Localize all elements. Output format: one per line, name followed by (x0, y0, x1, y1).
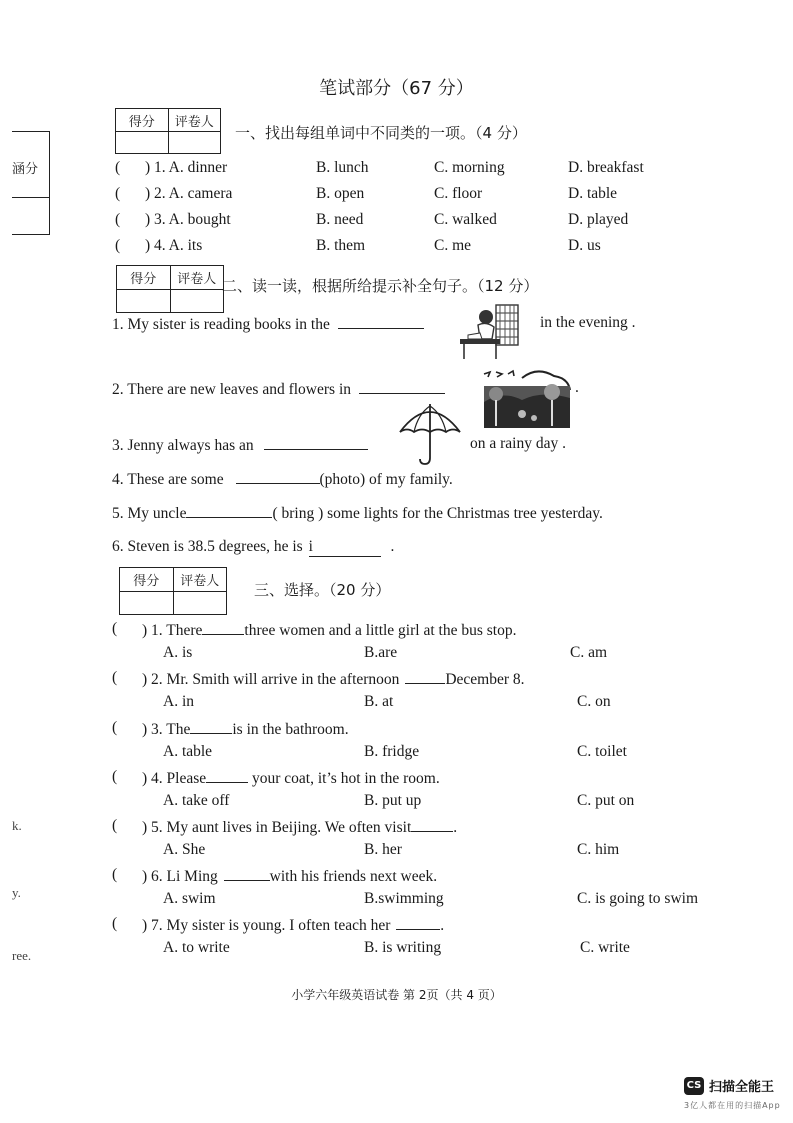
question-1 (142, 620, 516, 640)
option-b: B.are (364, 644, 398, 661)
question-3 (142, 719, 349, 739)
option-b: B. open (316, 185, 365, 202)
question-text: ) 2. Mr. Smith will arrive in the afternoon (142, 671, 400, 688)
sentence-text: 5. My uncle (112, 505, 187, 522)
option-c: C. write (580, 939, 630, 956)
score-input[interactable] (120, 592, 173, 615)
answer-blank[interactable] (309, 538, 381, 557)
sentence-2-end: . (575, 379, 579, 396)
question-text-end: with his friends next week. (269, 868, 438, 885)
sentence-text: 3. Jenny always has an (112, 437, 254, 454)
sentence-6 (112, 538, 394, 557)
page-footer: 小学六年级英语试卷 第 2页（共 4 页） (291, 988, 502, 1002)
grader-input[interactable] (170, 290, 224, 313)
sentence-text-end: ( bring ) some lights for the Christmas tree yesterday. (272, 505, 603, 522)
page-title: 笔试部分（67 分） (319, 78, 474, 99)
grader-input[interactable] (168, 132, 221, 154)
score-label: 得分 (130, 272, 157, 287)
margin-fragment: k. (12, 818, 22, 833)
option-a: A. take off (163, 792, 230, 809)
question-text: ) 5. My aunt lives in Beijing. We often visit (142, 819, 412, 836)
margin-line-top (12, 131, 50, 132)
option-c: C. walked (434, 211, 497, 228)
sentence-text-end: . (390, 538, 395, 555)
sentence-3 (112, 435, 368, 455)
option-c: C. on (577, 693, 611, 710)
question-text-end: December 8. (445, 671, 525, 688)
sentence-5 (112, 503, 603, 523)
question-text-end: . (440, 917, 445, 934)
answer-bracket[interactable]: ( (112, 620, 118, 637)
sentence-1 (112, 314, 424, 334)
option-b: B. is writing (364, 939, 442, 956)
answer-bracket[interactable]: ( (112, 669, 118, 686)
question-text: ) 4. Please (142, 770, 207, 787)
answer-blank[interactable] (186, 503, 272, 518)
sentence-text: 2. There are new leaves and flowers in (112, 381, 352, 398)
sentence-2 (112, 379, 445, 399)
scanner-watermark (684, 1076, 774, 1095)
blank-hint: i (308, 538, 313, 555)
question-text: ) 3. The (142, 721, 191, 738)
option-c: C. floor (434, 185, 483, 202)
answer-bracket[interactable]: ( (115, 185, 121, 202)
option-a: ) 3. A. bought (145, 211, 231, 228)
option-d: D. us (568, 237, 601, 254)
answer-blank[interactable] (359, 379, 445, 394)
question-4 (142, 768, 440, 788)
option-b: B. need (316, 211, 364, 228)
sentence-text-end: (photo) of my family. (319, 471, 453, 488)
grader-label: 评卷人 (173, 568, 227, 591)
spring-scene-picture (482, 368, 572, 430)
umbrella-picture (398, 400, 462, 466)
answer-blank[interactable] (224, 866, 270, 881)
score-input[interactable] (117, 290, 170, 313)
option-c: C. me (434, 237, 472, 254)
question-6 (142, 866, 437, 886)
sentence-3-end: on a rainy day . (470, 435, 566, 452)
question-7 (142, 915, 444, 935)
question-2 (142, 669, 525, 689)
answer-bracket[interactable]: ( (115, 237, 121, 254)
answer-bracket[interactable]: ( (112, 768, 118, 785)
option-b: B. put up (364, 792, 422, 809)
option-b: B. fridge (364, 743, 420, 760)
option-d: D. played (568, 211, 629, 228)
grader-input[interactable] (173, 592, 227, 615)
option-d: D. breakfast (568, 159, 644, 176)
score-box-part3 (119, 567, 227, 615)
question-5 (142, 817, 457, 837)
scanner-tagline: 3亿人都在用的扫描App (684, 1101, 781, 1110)
answer-blank[interactable] (236, 469, 320, 484)
answer-blank[interactable] (206, 768, 248, 783)
answer-blank[interactable] (396, 915, 440, 930)
answer-bracket[interactable]: ( (115, 211, 121, 228)
option-a: A. swim (163, 890, 216, 907)
margin-score-label: 涵分 (12, 162, 39, 177)
option-d: D. table (568, 185, 618, 202)
margin-line-vertical (49, 131, 50, 235)
option-a: A. She (163, 841, 206, 858)
option-b: B. her (364, 841, 402, 858)
answer-blank[interactable] (411, 817, 453, 832)
sentence-text: 4. These are some (112, 471, 224, 488)
option-a: A. to write (163, 939, 230, 956)
library-reading-picture (456, 303, 520, 361)
score-label: 得分 (133, 574, 160, 589)
margin-fragment: y. (12, 885, 21, 900)
question-text-end: . (453, 819, 458, 836)
answer-bracket[interactable]: ( (115, 159, 121, 176)
score-input[interactable] (116, 132, 168, 154)
sentence-4 (112, 469, 453, 489)
score-label: 得分 (128, 114, 155, 130)
option-c: C. morning (434, 159, 505, 176)
grader-label: 评卷人 (170, 266, 224, 289)
camscanner-logo-icon: CS (684, 1077, 704, 1095)
option-c: C. am (570, 644, 608, 661)
margin-line-bottom (12, 234, 50, 235)
margin-line-mid (12, 197, 50, 198)
option-a: ) 2. A. camera (145, 185, 233, 202)
option-a: ) 4. A. its (145, 237, 203, 254)
sentence-1-end: in the evening . (540, 314, 636, 331)
option-a: A. is (163, 644, 193, 661)
option-b: B. at (364, 693, 394, 710)
question-text-end: three women and a little girl at the bus stop. (244, 622, 517, 639)
answer-bracket[interactable]: ( (112, 915, 118, 932)
answer-bracket[interactable]: ( (112, 866, 118, 883)
sentence-text: 1. My sister is reading books in the (112, 316, 330, 333)
question-text: ) 7. My sister is young. I often teach her (142, 917, 391, 934)
option-c: C. toilet (577, 743, 627, 760)
answer-blank[interactable] (264, 435, 368, 450)
answer-blank[interactable] (202, 620, 244, 635)
part2-heading: 二、读一读，根据所给提示补全句子。（12 分） (222, 277, 539, 295)
margin-fragment: ree. (12, 948, 32, 963)
answer-blank[interactable] (405, 669, 445, 684)
part1-heading: 一、找出每组单词中不同类的一项。（4 分） (235, 124, 527, 142)
option-a: A. table (163, 743, 213, 760)
option-c: C. is going to swim (577, 890, 699, 907)
option-a: ) 1. A. dinner (145, 159, 228, 176)
question-text: ) 1. There (142, 622, 203, 639)
option-c: C. him (577, 841, 620, 858)
sentence-text: 6. Steven is 38.5 degrees, he is (112, 538, 303, 555)
score-box-part1 (115, 108, 221, 154)
answer-bracket[interactable]: ( (112, 817, 118, 834)
part3-heading: 三、选择。（20 分） (254, 581, 391, 599)
option-b: B. lunch (316, 159, 369, 176)
question-text-end: is in the bathroom. (232, 721, 349, 738)
answer-bracket[interactable]: ( (112, 719, 118, 736)
grader-label: 评卷人 (168, 109, 221, 131)
option-b: B. them (316, 237, 366, 254)
scanner-app-name: 扫描全能王 (709, 1080, 775, 1095)
option-a: A. in (163, 693, 194, 710)
answer-blank[interactable] (338, 314, 424, 329)
question-text: ) 6. Li Ming (142, 868, 218, 885)
score-box-part2 (116, 265, 224, 313)
question-text-end: your coat, it’s hot in the room. (248, 770, 440, 787)
option-b: B.swimming (364, 890, 444, 907)
option-c: C. put on (577, 792, 635, 809)
answer-blank[interactable] (190, 719, 232, 734)
